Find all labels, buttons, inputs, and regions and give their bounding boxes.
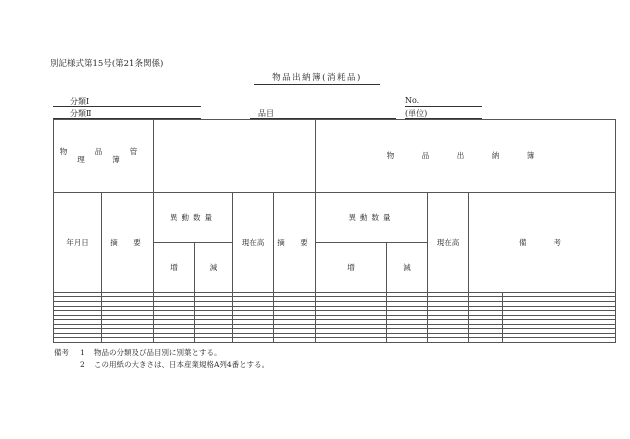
notes-heading: 備考 (54, 348, 69, 357)
table-cell[interactable] (428, 338, 469, 343)
col-header-current: 現在高 (233, 192, 274, 292)
note-number: 2 (80, 360, 85, 369)
col-header-change-right: 異動数量 (316, 192, 428, 242)
number-field[interactable] (405, 106, 482, 107)
notes (54, 347, 269, 371)
table-cell[interactable] (274, 338, 316, 343)
col-header-summary-right: 摘 要 (274, 192, 316, 292)
table-cell[interactable] (102, 338, 154, 343)
col-header-remarks: 備 考 (469, 192, 616, 292)
class1-field[interactable] (53, 106, 201, 107)
table-cell[interactable] (316, 338, 387, 343)
table-cell[interactable] (387, 338, 428, 343)
col-header-date: 年月日 (54, 192, 102, 292)
item-label: 品目 (258, 109, 274, 118)
class2-label: 分類Ⅱ (70, 109, 92, 118)
col-header-change: 異動数量 (154, 192, 233, 242)
col-header-current-right: 現在高 (428, 192, 469, 292)
col-header-summary: 摘 要 (102, 192, 154, 292)
number-label: No. (405, 96, 420, 105)
note-text: この用紙の大きさは、日本産業規格A列4番とする。 (94, 360, 270, 369)
form-reference: 別記様式第15号(第21条関係) (50, 59, 164, 69)
table-cell[interactable] (469, 338, 503, 343)
col-header-decrease: 減 (195, 242, 233, 292)
unit-label: (単位) (405, 109, 428, 118)
table-cell[interactable] (195, 338, 233, 343)
ledger-table (53, 119, 616, 343)
table-cell[interactable] (503, 338, 616, 343)
table-cell[interactable] (154, 338, 195, 343)
note-number: 1 (80, 348, 85, 357)
col-header-decrease-right: 減 (387, 242, 428, 292)
section-header-ledger: 物 品 出 納 簿 (316, 120, 616, 193)
page-title: 物品出納簿(消耗品) (254, 71, 380, 85)
section-header-management-cont (154, 120, 316, 193)
note-text: 物品の分類及び品目別に別葉とする。 (94, 348, 222, 357)
note-row (54, 359, 269, 371)
col-header-increase-right: 増 (316, 242, 387, 292)
section-header-management: 物 品 管 理 簿 (54, 120, 154, 193)
note-row (54, 347, 269, 359)
col-header-increase: 増 (154, 242, 195, 292)
class1-label: 分類Ⅰ (70, 97, 90, 106)
table-row (54, 338, 616, 343)
table-cell[interactable] (233, 338, 274, 343)
ledger-body (54, 292, 616, 342)
table-cell[interactable] (54, 338, 102, 343)
